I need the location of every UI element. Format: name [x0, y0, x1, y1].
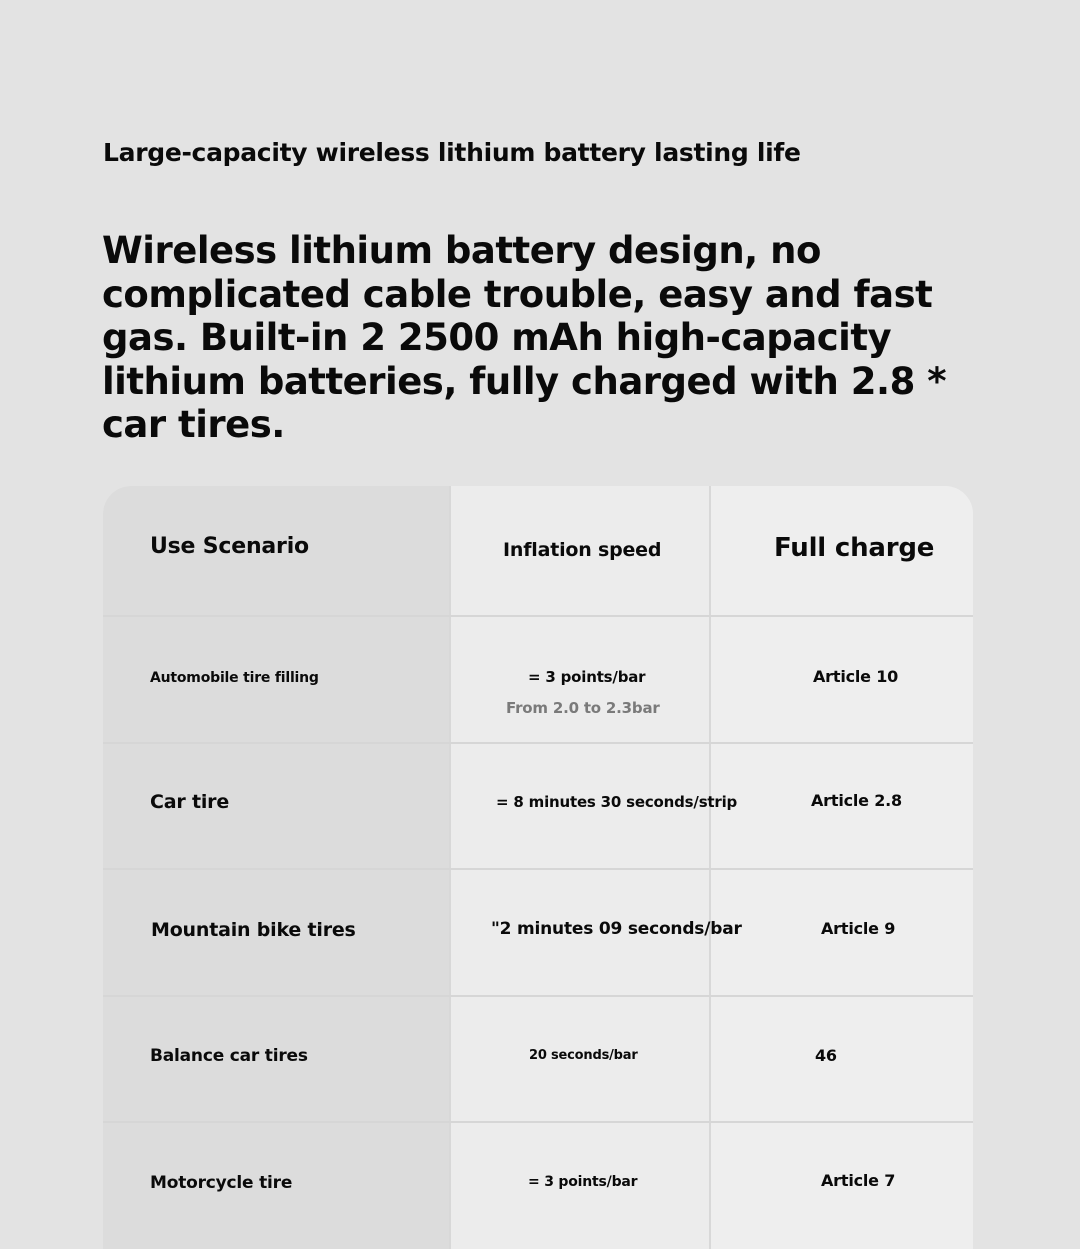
- row-speed: = 8 minutes 30 seconds/strip: [496, 793, 738, 811]
- section-subtitle: Large-capacity wireless lithium battery lasting life: [103, 138, 801, 167]
- row-divider: [103, 742, 973, 744]
- row-scenario: Motorcycle tire: [150, 1173, 293, 1193]
- row-scenario: Car tire: [150, 791, 230, 813]
- row-divider: [103, 995, 973, 997]
- row-scenario: Mountain bike tires: [151, 919, 356, 941]
- header-inflation-speed: Inflation speed: [503, 539, 662, 561]
- row-speed: = 3 points/bar: [528, 668, 646, 686]
- row-speed-note: From 2.0 to 2.3bar: [506, 699, 660, 717]
- row-speed: = 3 points/bar: [528, 1174, 638, 1190]
- row-charge: Article 2.8: [811, 791, 902, 810]
- row-charge: Article 9: [821, 919, 896, 938]
- row-divider: [103, 615, 973, 617]
- row-charge: Article 10: [813, 667, 899, 686]
- headline: Wireless lithium battery design, no complicated cable trouble, easy and fast gas. Built-in 2 2500 mAh high-capacity lithium batteries, fully charged with 2.8 * car tires.: [102, 229, 947, 446]
- header-full-charge: Full charge: [774, 533, 935, 563]
- row-divider: [103, 868, 973, 870]
- row-speed: "2 minutes 09 seconds/bar: [491, 919, 742, 939]
- row-scenario: Automobile tire filling: [150, 670, 319, 686]
- header-use-scenario: Use Scenario: [150, 534, 309, 559]
- row-divider: [103, 1121, 973, 1123]
- row-charge: Article 7: [821, 1171, 896, 1190]
- row-scenario: Balance car tires: [150, 1046, 308, 1066]
- row-charge: 46: [815, 1046, 837, 1065]
- spec-table: [103, 486, 973, 1249]
- row-speed: 20 seconds/bar: [529, 1048, 638, 1063]
